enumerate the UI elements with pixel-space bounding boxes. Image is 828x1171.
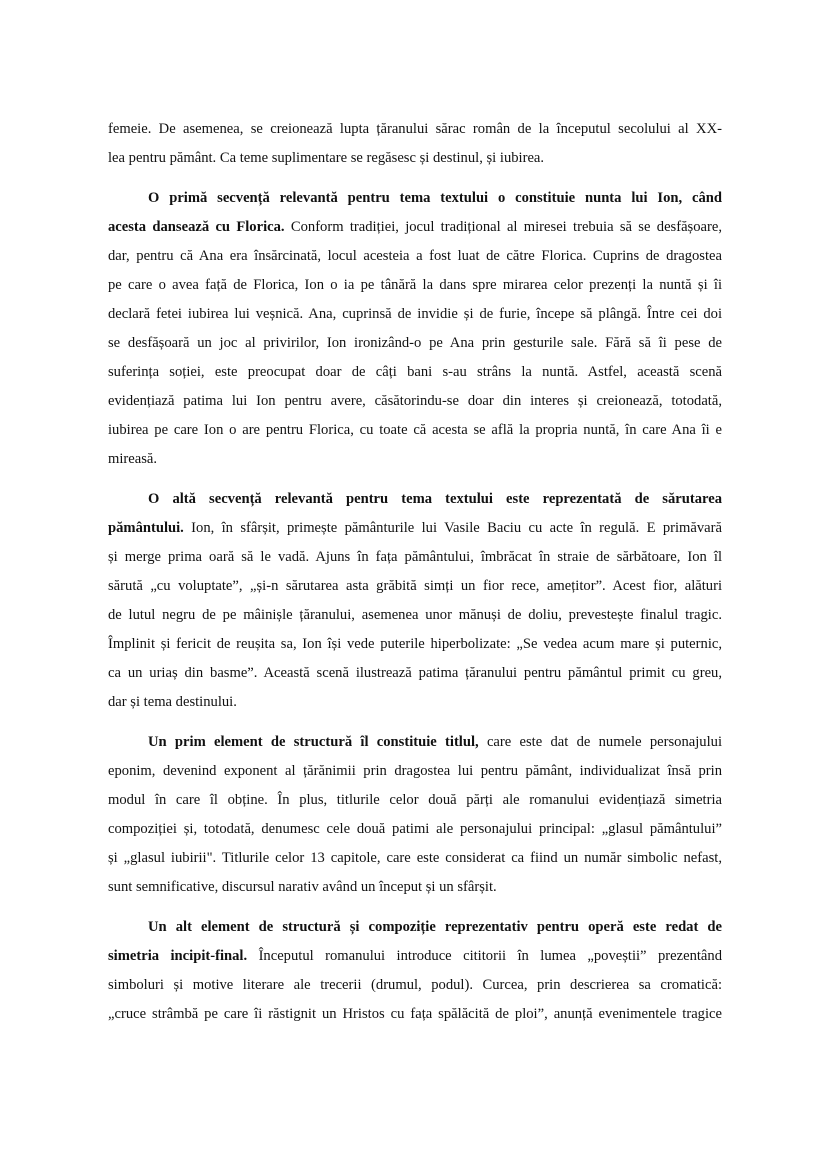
text: se desfășoară un joc al privirilor, Ion ironizând-o pe Ana prin gesturile sale. Fără să îi pese de [108, 335, 722, 351]
bold-text: Un prim element de structură îl constituie titlul, [148, 734, 479, 750]
text: și merge prima oară să le vadă. Ajuns în fața pământului, îmbrăcat în straie de sărbătoare, Ion îl [108, 549, 722, 565]
text-line [108, 688, 722, 717]
text: „cruce strâmbă pe care îi răstignit un Hristos cu fața spălăcită de ploi”, anunță evenimentele tragice [108, 1006, 722, 1022]
text-line [108, 757, 722, 786]
bold-text: O altă secvență relevantă pentru tema textului este reprezentată de sărutarea [148, 491, 722, 507]
text-line [108, 242, 722, 271]
paragraph [108, 115, 722, 173]
text: care este dat de numele personajului [478, 734, 722, 750]
text-line [108, 271, 722, 300]
text: Ion, în sfârșit, primește pământurile lui Vasile Baciu cu acte în regulă. E primăvară [183, 520, 722, 536]
text: Începutul romanului introduce cititorii în lumea „poveștii” prezentând [247, 948, 722, 964]
text-line [108, 184, 722, 213]
text: modul în care îl obține. În plus, titlurile celor două părți ale romanului evidențiază simetria [108, 792, 722, 808]
text: pe care o avea față de Florica, Ion o ia pe tânără la dans spre mirarea celor prezenți la nuntă și îi [108, 277, 722, 293]
text-line [108, 844, 722, 873]
text: și „glasul iubirii". Titlurile celor 13 capitole, care este considerat ca fiind un număr simbolic nefast, [108, 850, 722, 866]
text: iubirea pe care Ion o are pentru Florica, cu toate că acesta se află la propria nuntă, în care Ana îi e [108, 422, 722, 438]
text-line [108, 485, 722, 514]
text-line [108, 115, 722, 144]
paragraph [108, 184, 722, 474]
paragraph [108, 913, 722, 1029]
text-line [108, 329, 722, 358]
text: lea pentru pământ. Ca teme suplimentare se regăsesc și destinul, și iubirea. [108, 150, 545, 166]
text-line [108, 416, 722, 445]
text-line [108, 358, 722, 387]
text: simboluri și motive literare ale trecerii (drumul, podul). Curcea, prin descrierea sa cromatică: [108, 977, 722, 993]
text-line [108, 815, 722, 844]
bold-text: O primă secvență relevantă pentru tema textului o constituie nunta lui Ion, când [148, 190, 722, 206]
text: femeie. De asemenea, se creionează lupta țăranului sărac român de la începutul secolului al XX- [108, 121, 722, 137]
text: Conform tradiției, jocul tradițional al miresei trebuia să se desfășoare, [284, 219, 722, 235]
text-line [108, 913, 722, 942]
text: declară fetei iubirea lui veșnică. Ana, cuprinsă de invidie și de furie, începe să plângă. Între cei doi [108, 306, 722, 322]
text: suferința soției, este preocupat doar de câți bani s-au strâns la nuntă. Astfel, această scenă [108, 364, 722, 380]
text-line [108, 601, 722, 630]
text: Împlinit și fericit de reușita sa, Ion își vede puterile hiperbolizate: „Se vedea acum mare și puternic, [108, 636, 722, 652]
text-line [108, 300, 722, 329]
text-line [108, 971, 722, 1000]
text: de lutul negru de pe mâinișle țăranului, asemenea unor mănuși de doliu, prevestește finalul tragic. [108, 607, 722, 623]
text: sărută „cu voluptate”, „și-n sărutarea asta grăbită simți un fior rece, amețitor”. Acest fior, alături [108, 578, 722, 594]
text: compoziției și, totodată, denumesc cele două patimi ale personajului principal: „glasul pământului” [108, 821, 722, 837]
bold-text: simetria incipit-final. [108, 948, 248, 964]
text-line [108, 213, 722, 242]
text-line [108, 514, 722, 543]
bold-text: Un alt element de structură și compoziție reprezentativ pentru operă este redat de [148, 919, 722, 935]
paragraph [108, 485, 722, 717]
text: eponim, devenind exponent al țărănimii prin dragostea lui pentru pământ, individualizat însă prin [108, 763, 722, 779]
text: evidențiază patima lui Ion pentru avere, căsătorindu-se doar din interes și creionează, totodată, [108, 393, 722, 409]
text: dar și tema destinului. [108, 694, 237, 710]
text-line [108, 659, 722, 688]
text-line [108, 387, 722, 416]
paragraph [108, 728, 722, 902]
text-line [108, 630, 722, 659]
text-line [108, 942, 722, 971]
text: sunt semnificative, discursul narativ având un început și un sfârșit. [108, 879, 497, 895]
text: mireasă. [108, 451, 158, 467]
bold-text: pământului. [108, 520, 184, 536]
text-line [108, 445, 722, 474]
document-page [108, 115, 722, 1040]
text: dar, pentru că Ana era însărcinată, locul acesteia a fost luat de către Florica. Cuprins de dragostea [108, 248, 722, 264]
text-line [108, 543, 722, 572]
text-line [108, 572, 722, 601]
text-line [108, 728, 722, 757]
bold-text: acesta dansează cu Florica. [108, 219, 285, 235]
text-line [108, 873, 722, 902]
text-line [108, 786, 722, 815]
text: ca un uriaș din basme”. Această scenă ilustrează patima țăranului pentru pământul primit cu greu, [108, 665, 722, 681]
text-line [108, 144, 722, 173]
text-line [108, 1000, 722, 1029]
